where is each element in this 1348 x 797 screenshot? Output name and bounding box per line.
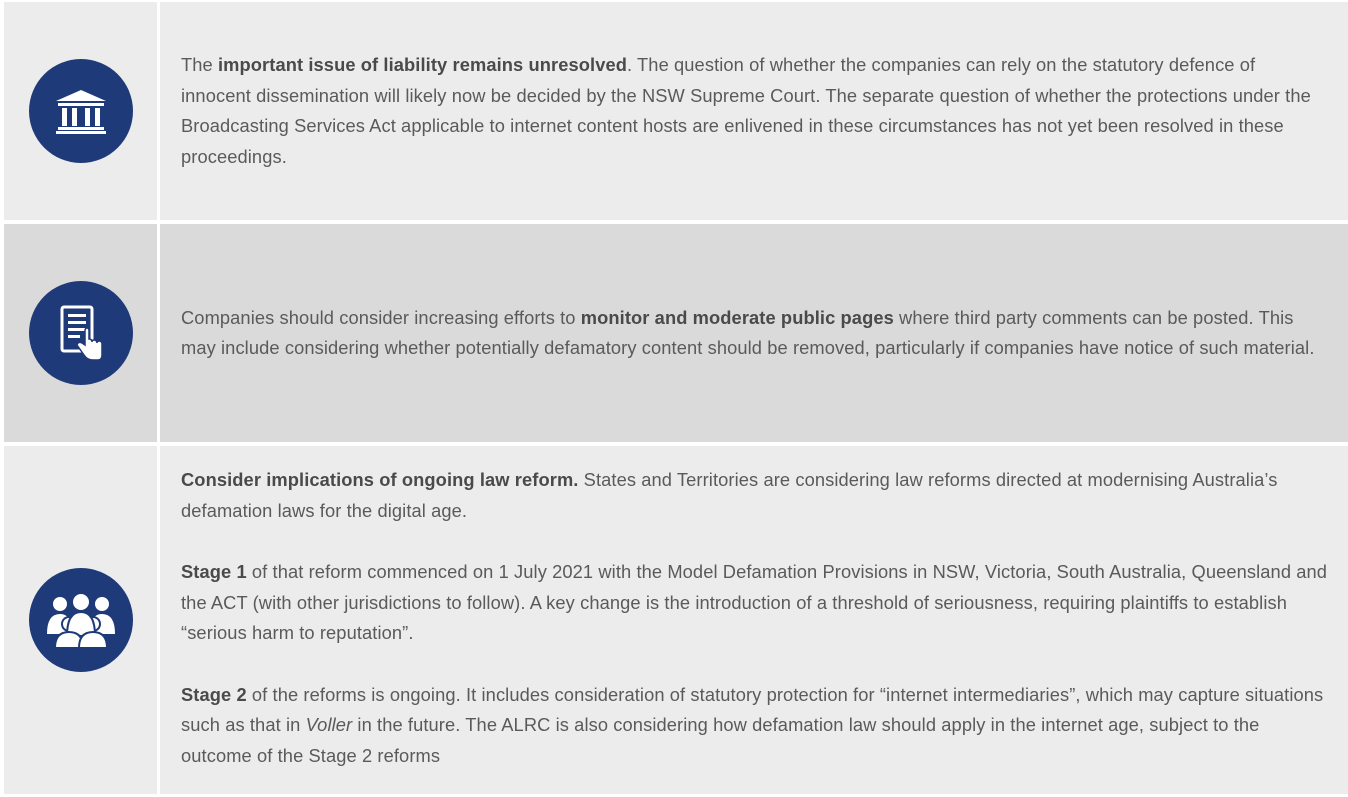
paragraph-body: States and Territories are considering law reforms directed at modernising Australia’s defamation laws for the digital age. — [181, 469, 1278, 521]
takeaway-row-moderation — [4, 224, 1348, 442]
icon-cell — [4, 224, 157, 442]
icon-cell — [4, 446, 157, 794]
icon-cell — [4, 2, 157, 220]
paragraph-body-tail: in the future. The ALRC is also considering how defamation law should apply in the internet age, subject to the outcome of the Stage 2 reforms — [181, 714, 1260, 766]
paragraph-body: . The question of whether the companies can rely on the statutory defence of innocent dissemination will likely now be decided by the NSW Supreme Court. The separate question of whether the protections under the Broadcasting Services Act applicable to internet content hosts are enlivened in these circumstances has not yet been resolved in these proceedings. — [181, 54, 1311, 167]
paragraph — [181, 50, 1328, 172]
paragraph-emphasis: Stage 2 — [181, 683, 247, 705]
takeaway-text — [160, 224, 1348, 442]
paragraph-body: of that reform commenced on 1 July 2021 with the Model Defamation Provisions in NSW, Victoria, South Australia, Queensland and the ACT (with other jurisdictions to follow). A key change is the introduction of a threshold of seriousness, requiring plaintiffs to establish “serious harm to reputation”. — [181, 561, 1328, 643]
paragraph — [181, 303, 1328, 364]
paragraph — [181, 465, 1328, 526]
takeaway-text — [160, 446, 1348, 794]
paragraph — [181, 557, 1328, 649]
paragraph-emphasis: monitor and moderate public pages — [580, 306, 894, 328]
paragraph-lead: The — [181, 54, 218, 75]
takeaway-text — [160, 2, 1348, 220]
paragraph-lead: Companies should consider increasing efforts to — [181, 306, 581, 328]
takeaway-row-liability — [4, 2, 1348, 220]
courthouse-icon — [29, 59, 133, 163]
case-name: Voller — [305, 714, 353, 735]
paragraph-body: where third party comments can be posted. This may include considering whether potentially defamatory content should be removed, particularly if companies have notice of such material. — [181, 306, 1315, 358]
paragraph-emphasis: Consider implications of ongoing law reform. — [181, 469, 579, 490]
takeaway-row-law-reform — [4, 446, 1348, 794]
paragraph-emphasis: Stage 1 — [181, 561, 247, 582]
paragraph — [181, 680, 1328, 772]
tablet-touch-icon — [29, 281, 133, 385]
people-group-icon — [29, 568, 133, 672]
paragraph-body: of the reforms is ongoing. It includes consideration of statutory protection for “internet intermediaries”, which may capture situations such as that in — [181, 683, 1324, 735]
paragraph-emphasis: important issue of liability remains unresolved — [217, 54, 628, 75]
